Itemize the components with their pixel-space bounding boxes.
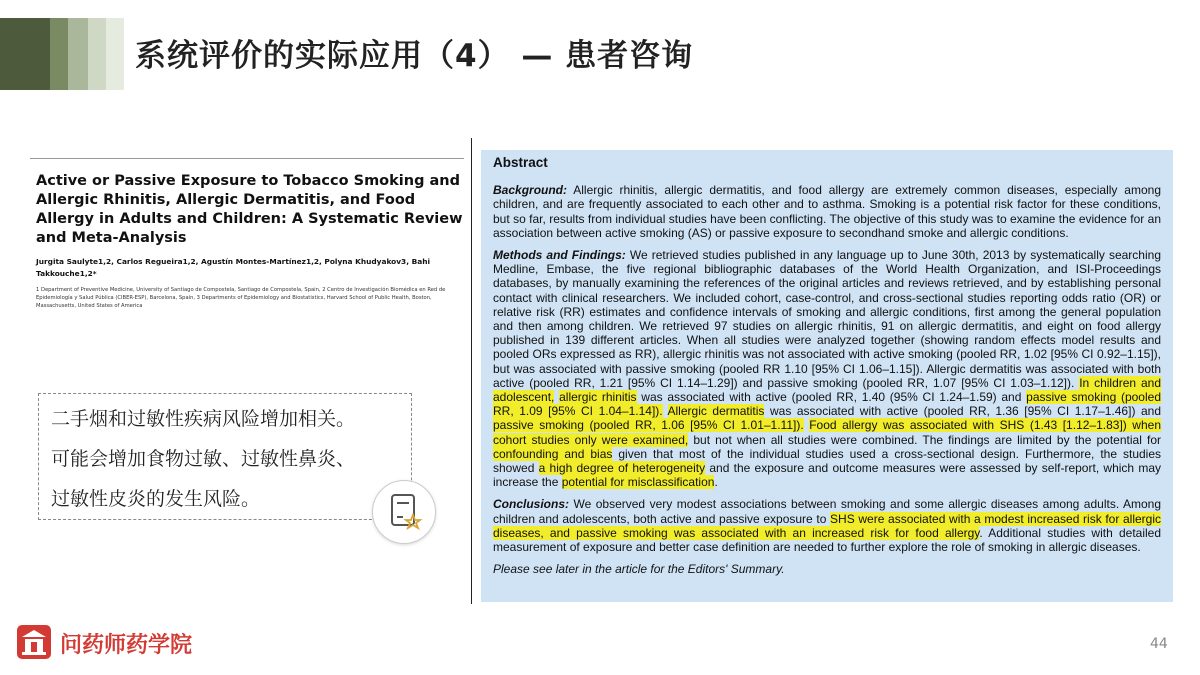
highlight: In children and [1079, 375, 1161, 390]
text-segment: given that most of the individual studies used a cross-sectional design. Furthermore, the studies showed [493, 446, 1161, 476]
paper-authors: Jurgita Saulyte1,2, Carlos Regueira1,2, Agustín Montes-Martínez1,2, Polyna Khudyakov3, Bahi Takkouche1,2* [36, 257, 430, 278]
slide-title: 系统评价的实际应用（4） — 患者咨询 [135, 38, 694, 74]
paper-top-rule [30, 158, 464, 159]
highlight: adolescent, [493, 390, 555, 405]
school-building-icon [16, 624, 52, 660]
vertical-divider [471, 138, 472, 604]
highlight: passive smoking (pooled RR, 1.09 [95% CI 1.04–1.14]). [493, 390, 1161, 419]
abstract-background [493, 183, 1161, 240]
header-decoration-block [106, 18, 124, 90]
page-number: 44 [1150, 636, 1168, 652]
methods-label: Methods and Findings: [493, 248, 626, 263]
header-decoration-block [68, 18, 88, 90]
text-segment: and the exposure and outcome measures were assessed by self-report, which may increase the [493, 461, 1162, 490]
paper-affiliations: 1 Department of Preventive Medicine, University of Santiago de Compostela, Santiago de Compostela, Spain, 2 Centro de Investigación Biomédica en Red de Epidemiología y Salud Pública (CIBER-ESP), Barcelona, Spain, 3 Departments of Epidemiology and Biostatistics, Harvard School of Public Health, Boston, Massachusetts, United States of America [36, 287, 446, 309]
abstract-methods [493, 248, 1161, 489]
highlight: Allergic dermatitis [667, 404, 765, 419]
highlight: passive smoking (pooled RR, 1.06 [95% CI 1.01–1.11]). [493, 418, 804, 433]
highlight: SHS were associated with a modest increased risk for allergic diseases, and passive smoking was associated with an increased risk for food allergy [493, 511, 1162, 540]
abstract-conclusions [493, 497, 1161, 554]
background-text: Allergic rhinitis, allergic dermatitis, and food allergy are extremely common diseases, especially among children, and are frequently associated to each other and to asthma. Smoking is a potential risk factor for these conditions, but so far, results from individual studies have been conflicting. The objective of this study was to examine the evidence for an association between active smoking (AS) or passive exposure to secondhand smoke and allergic conditions. [493, 183, 1161, 240]
callout-line: 二手烟和过敏性疾病风险增加相关。 [51, 408, 356, 430]
background-label: Background: [493, 183, 568, 198]
paper-header [30, 160, 464, 310]
callout-line: 过敏性皮炎的发生风险。 [51, 488, 261, 510]
header-decoration-block [88, 18, 106, 90]
callout-line: 可能会增加食物过敏、过敏性鼻炎、 [51, 448, 356, 470]
brand-name: 问药师药学院 [60, 633, 193, 658]
paper-title: Active or Passive Exposure to Tobacco Smoking and Allergic Rhinitis, Allergic Dermatitis, and Food Allergy in Adults and Children: A Systematic Review and Meta-Analysis [36, 173, 463, 246]
text-segment: but not when all studies were combined. The findings are limited by the potential for [688, 432, 1161, 447]
highlight: Food allergy was associated with SHS (1.43 [1.12–1.83]) when cohort studies only were examined, [493, 418, 1161, 447]
text-segment: was associated with active (pooled RR, 1.40 (95% CI 1.24–1.59) and [636, 390, 1027, 405]
abstract-heading: Abstract [493, 155, 548, 170]
editors-summary-note: Please see later in the article for the Editors' Summary. [493, 562, 785, 577]
text-segment: was associated with active (pooled RR, 1.36 [95% CI 1.17–1.46]) and [764, 404, 1162, 419]
text-segment: . Additional studies with detailed measurement of exposure and better case definition are needed to further explore the role of smoking in allergic diseases. [493, 525, 1161, 555]
highlight: confounding and bias [493, 446, 613, 461]
text-segment: We retrieved studies published in any language up to June 30th, 2013 by systematically searching Medline, Embase, the five regional bibliographic databases of the World Health Organization, and ISI-Proceedings databases, by manually examining the references of the original articles and reviews retrieved, and by establishing personal contact with clinical researchers. We included cohort, case-control, and cross-sectional studies reporting odds ratio (OR) or relative risk (RR) estimates and confidence intervals of smoking and allergic conditions, first among the general population and then among children. We retrieved 97 studies on allergic rhinitis, 91 on allergic dermatitis, and eight on food allergy published in 139 different articles. When all studies were analyzed together (showing random effects model results and pooled ORs expressed as RR), allergic rhinitis was not associated with active smoking (pooled RR, 1.02 [95% CI 0.92–1.15]), but was associated with passive smoking (pooled RR 1.10 [95% CI 1.06–1.15]). Allergic dermatitis was associated with both active (pooled RR, 1.21 [95% CI 1.14–1.29]) and passive smoking (pooled RR, 1.07 [95% CI 1.03–1.12]). [493, 248, 1161, 390]
text-segment [663, 404, 668, 418]
document-star-icon [372, 480, 436, 544]
conclusions-label: Conclusions: [493, 497, 570, 512]
highlight: potential for misclassification [561, 475, 715, 490]
text-segment: We observed very modest associations between smoking and some allergic diseases among adults. Among children and adolescents, both active and passive exposure to [493, 497, 1161, 526]
abstract-panel [481, 150, 1173, 602]
callout-box [38, 393, 412, 520]
highlight: allergic rhinitis [559, 390, 637, 405]
header-decoration-block [0, 18, 50, 90]
highlight: a high degree of heterogeneity [538, 461, 706, 476]
header-decoration-block [50, 18, 68, 90]
text-segment: . [714, 475, 718, 490]
